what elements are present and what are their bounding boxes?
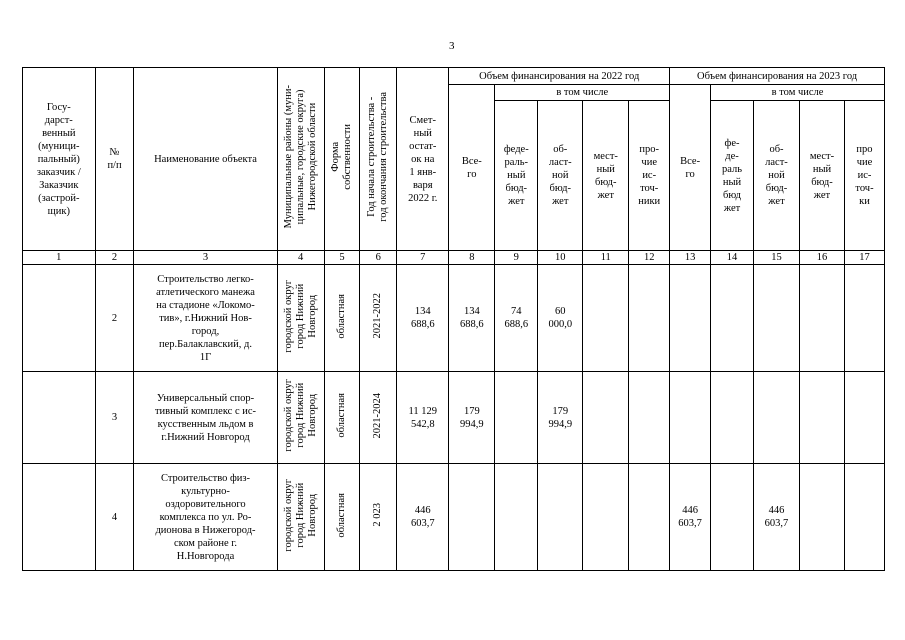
cell-other-2023	[844, 372, 884, 464]
table-row	[23, 265, 885, 372]
cell-federal-2022	[495, 372, 538, 464]
header-funding-2022: Объем финансирования на 2022 год	[449, 68, 670, 85]
cell-customer	[23, 464, 96, 571]
cell-local-2022	[583, 265, 629, 372]
header-object-name: Наименование объекта	[134, 68, 277, 251]
cell-object-name: Строительство физ- культурно- оздоровительного комплекса по ул. Ро- дионова в Нижегород- ском районе г. Н.Новгорода	[134, 464, 277, 571]
cell-total-2022	[449, 464, 495, 571]
header-other-2023: про чие ис- точ- ки	[844, 101, 884, 251]
cell-district-text: городской округ город Нижний Новгород	[282, 279, 318, 353]
column-number: 15	[753, 251, 799, 265]
header-customer: Госу- дарст- венный (муници- пальный) заказчик / Заказчик (застрой- щик)	[23, 68, 96, 251]
header-districts-text: Муниципальные районы (муни- ципальные, городские округа) Нижегородской области	[282, 85, 318, 229]
cell-total-2023	[670, 265, 711, 372]
cell-total-2023	[670, 372, 711, 464]
column-number: 10	[538, 251, 583, 265]
cell-object-name: Строительство легко- атлетического манежа на стадионе «Локомо- тив», г.Нижний Нов- город, пер.Балаклавский, д. 1Г	[134, 265, 277, 372]
table-row	[23, 372, 885, 464]
cell-ownership-text: областная	[336, 492, 347, 538]
cell-num: 4	[95, 464, 134, 571]
header-years	[360, 68, 397, 251]
funding-table	[22, 67, 885, 571]
cell-regional-2023	[753, 372, 799, 464]
header-local-2023: мест- ный бюд- жет	[799, 101, 844, 251]
cell-ownership	[324, 265, 360, 372]
column-number: 6	[360, 251, 397, 265]
column-number: 5	[324, 251, 360, 265]
cell-years-text: 2021-2022	[372, 293, 384, 339]
cell-num: 2	[95, 265, 134, 372]
cell-other-2023	[844, 464, 884, 571]
column-number: 16	[799, 251, 844, 265]
cell-other-2022	[629, 265, 670, 372]
column-number: 17	[844, 251, 884, 265]
column-number: 12	[629, 251, 670, 265]
header-federal-2022: феде- раль- ный бюд- жет	[495, 101, 538, 251]
column-number: 13	[670, 251, 711, 265]
cell-total-2023: 446 603,7	[670, 464, 711, 571]
cell-ownership-text: областная	[336, 393, 347, 438]
header-ownership-text: Форма собственности	[330, 124, 353, 190]
column-number: 2	[95, 251, 134, 265]
column-number: 4	[277, 251, 324, 265]
cell-local-2023	[799, 372, 844, 464]
header-estimated-cost: Смет- ный остат- ок на 1 янв- варя 2022 г.	[397, 68, 449, 251]
cell-federal-2022	[495, 464, 538, 571]
cell-district-text: городской округ город Нижний Новгород	[282, 379, 318, 452]
column-number-row	[23, 251, 885, 265]
cell-local-2023	[799, 464, 844, 571]
cell-local-2022	[583, 372, 629, 464]
column-number: 11	[583, 251, 629, 265]
cell-regional-2023	[753, 265, 799, 372]
cell-years-text: 2021-2024	[372, 392, 384, 439]
header-total-2022: Все- го	[449, 85, 495, 251]
cell-district	[277, 464, 324, 571]
cell-years-text: 2 023	[372, 503, 384, 527]
header-total-2023: Все- го	[670, 85, 711, 251]
cell-total-2022: 179 994,9	[449, 372, 495, 464]
cell-district	[277, 372, 324, 464]
header-years-text: Год начала строительства - год окончания строительства	[366, 92, 390, 222]
column-number: 9	[495, 251, 538, 265]
cell-ownership-text: областная	[336, 293, 347, 339]
header-including-2023: в том числе	[711, 85, 885, 101]
header-federal-2023: фе- де- раль ный бюд жет	[711, 101, 754, 251]
header-ownership	[324, 68, 360, 251]
cell-total-2022: 134 688,6	[449, 265, 495, 372]
cell-other-2022	[629, 464, 670, 571]
cell-regional-2023: 446 603,7	[753, 464, 799, 571]
cell-local-2022	[583, 464, 629, 571]
column-number: 1	[23, 251, 96, 265]
cell-years	[360, 464, 397, 571]
page-number: 3	[449, 40, 455, 52]
table-row	[23, 464, 885, 571]
cell-estimated-cost: 134 688,6	[397, 265, 449, 372]
header-local-2022: мест- ный бюд- жет	[583, 101, 629, 251]
column-number: 7	[397, 251, 449, 265]
header-other-2022: про- чие ис- точ- ники	[629, 101, 670, 251]
cell-regional-2022: 60 000,0	[538, 265, 583, 372]
cell-customer	[23, 372, 96, 464]
cell-other-2023	[844, 265, 884, 372]
cell-district-text: городской округ город Нижний Новгород	[282, 478, 318, 552]
cell-customer	[23, 265, 96, 372]
column-number: 8	[449, 251, 495, 265]
cell-federal-2022: 74 688,6	[495, 265, 538, 372]
cell-estimated-cost: 11 129 542,8	[397, 372, 449, 464]
header-regional-2022: об- ласт- ной бюд- жет	[538, 101, 583, 251]
cell-local-2023	[799, 265, 844, 372]
header-funding-2023: Объем финансирования на 2023 год	[670, 68, 885, 85]
column-number: 3	[134, 251, 277, 265]
cell-federal-2023	[711, 372, 754, 464]
header-num: № п/п	[95, 68, 134, 251]
header-regional-2023: об- ласт- ной бюд- жет	[753, 101, 799, 251]
cell-ownership	[324, 372, 360, 464]
cell-years	[360, 372, 397, 464]
cell-federal-2023	[711, 265, 754, 372]
cell-regional-2022	[538, 464, 583, 571]
cell-years	[360, 265, 397, 372]
cell-federal-2023	[711, 464, 754, 571]
cell-estimated-cost: 446 603,7	[397, 464, 449, 571]
cell-object-name: Универсальный спор- тивный комплекс с ис- кусственным льдом в г.Нижний Новгород	[134, 372, 277, 464]
header-districts	[277, 68, 324, 251]
cell-ownership	[324, 464, 360, 571]
cell-district	[277, 265, 324, 372]
cell-num: 3	[95, 372, 134, 464]
cell-regional-2022: 179 994,9	[538, 372, 583, 464]
header-including-2022: в том числе	[495, 85, 670, 101]
column-number: 14	[711, 251, 754, 265]
cell-other-2022	[629, 372, 670, 464]
